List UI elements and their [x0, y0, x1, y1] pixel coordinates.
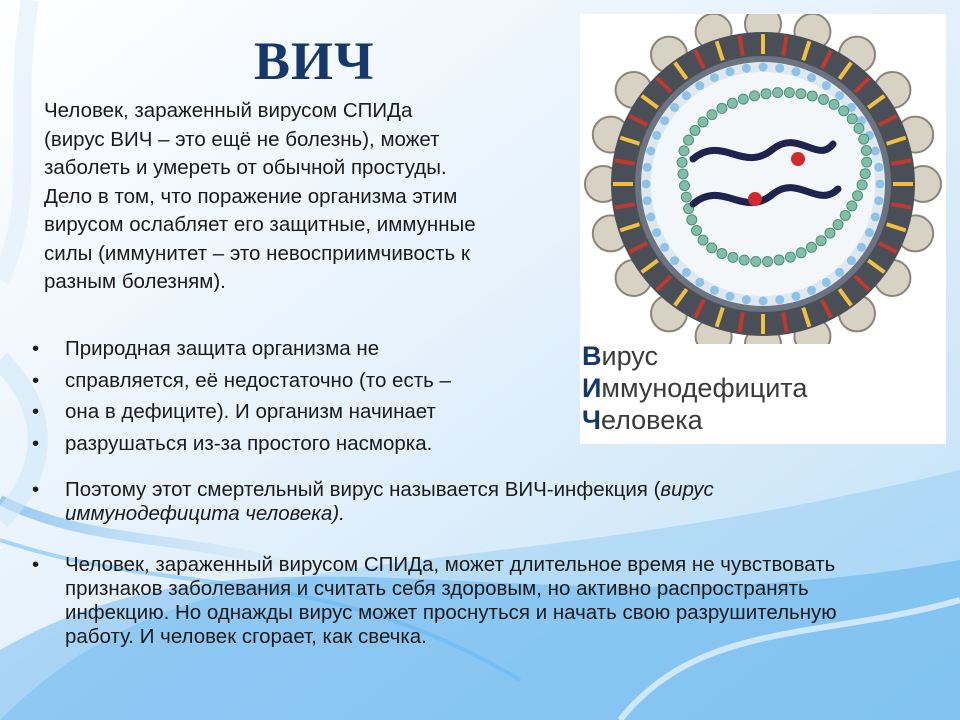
matrix-bead: [822, 278, 831, 287]
capsid-bead: [847, 114, 857, 124]
matrix-bead: [695, 81, 704, 90]
capsid-bead: [678, 169, 688, 179]
capsid-bead: [847, 201, 857, 211]
page-title: ВИЧ: [254, 31, 375, 91]
matrix-bead: [822, 81, 831, 90]
capsid-bead: [679, 146, 689, 156]
capsid-bead: [774, 255, 784, 265]
bullet-text: Поэтому этот смертельный вирус называется ВИЧ-инфекция (: [65, 478, 661, 501]
capsid-bead: [785, 252, 795, 262]
matrix-bead: [660, 116, 669, 125]
matrix-bead: [792, 292, 801, 301]
list-item: • разрушаться из-за простого насморка.: [32, 428, 552, 460]
caption-initial: В: [582, 341, 602, 371]
capsid-bead: [761, 89, 771, 99]
matrix-bead: [857, 243, 866, 252]
capsid-bead: [857, 180, 867, 190]
matrix-bead: [871, 147, 880, 156]
capsid-bead: [738, 94, 748, 104]
matrix-bead: [643, 163, 652, 172]
matrix-bead: [775, 295, 784, 304]
capsid-bead: [854, 123, 864, 133]
list-item: • справляется, её недостаточно (то есть –: [32, 365, 552, 397]
capsid-bead: [859, 134, 869, 144]
list-item: • Природная защита организма не: [32, 333, 552, 365]
matrix-bead: [807, 73, 816, 82]
capsid-bead: [717, 103, 727, 113]
bullet-list-latent-infection: [32, 553, 892, 649]
capsid-bead: [796, 248, 806, 258]
caption-line: [582, 372, 807, 404]
bullet-list-virus-name: [32, 478, 892, 526]
matrix-bead: [876, 180, 885, 189]
matrix-bead: [726, 292, 735, 301]
capsid-bead: [677, 157, 687, 167]
capsid-bead: [728, 252, 738, 262]
matrix-bead: [835, 91, 844, 100]
bullet-list-natural-defense: [32, 333, 552, 459]
capsid-bead: [717, 249, 727, 259]
capsid-bead: [807, 242, 817, 252]
capsid-bead: [773, 88, 783, 98]
matrix-bead: [670, 256, 679, 265]
capsid-bead: [698, 117, 708, 127]
matrix-bead: [871, 213, 880, 222]
caption-initial: Ч: [582, 405, 601, 435]
capsid-bead: [707, 110, 717, 120]
capsid-bead: [829, 99, 839, 109]
matrix-bead: [695, 278, 704, 287]
matrix-bead: [847, 256, 856, 265]
capsid-bead: [784, 88, 794, 98]
capsid-bead: [692, 226, 702, 236]
matrix-bead: [682, 268, 691, 277]
matrix-bead: [670, 103, 679, 112]
caption-rest: ммунодефицита: [601, 373, 808, 403]
capsid-bead: [739, 255, 749, 265]
capsid-bead: [861, 146, 871, 156]
matrix-bead: [646, 147, 655, 156]
caption-rest: еловека: [600, 405, 703, 435]
capsid-bead: [833, 220, 843, 230]
capsid-bead: [750, 91, 760, 101]
list-item: [32, 478, 892, 526]
capsid-bead: [681, 192, 691, 202]
list-item: • она в дефиците). И организм начинает: [32, 396, 552, 428]
caption-line: [582, 340, 807, 372]
capsid-bead: [862, 157, 872, 167]
matrix-bead: [682, 91, 691, 100]
matrix-bead: [874, 196, 883, 205]
matrix-bead: [807, 286, 816, 295]
matrix-bead: [660, 243, 669, 252]
hiv-virus-illustration: [580, 14, 946, 344]
capsid-bead: [819, 95, 829, 105]
capsid-bead: [860, 169, 870, 179]
capsid-bead: [687, 215, 697, 225]
list-item: • Человек, зараженный вирусом СПИДа, может длительное время не чувствовать признаков заболевания и считать себя здоровым, но активно распространять инфекцию. Но однажды вирус может проснуться и начать свою разрушительную работу. И человек сгорает, как свечка.: [32, 553, 892, 649]
matrix-bead: [742, 64, 751, 73]
matrix-bead: [775, 64, 784, 73]
matrix-bead: [835, 268, 844, 277]
caption-rest: ирус: [601, 341, 658, 371]
matrix-bead: [646, 213, 655, 222]
matrix-bead: [792, 67, 801, 76]
capsid-bead: [807, 91, 817, 101]
capsid-bead: [816, 236, 826, 246]
capsid-bead: [825, 228, 835, 238]
capsid-bead: [763, 257, 773, 267]
matrix-bead: [710, 286, 719, 295]
capsid-bead: [727, 98, 737, 108]
capsid-bead: [707, 243, 717, 253]
matrix-bead: [642, 180, 651, 189]
matrix-bead: [759, 63, 768, 72]
capsid-bead: [690, 126, 700, 136]
caption-line: [582, 404, 807, 436]
matrix-bead: [652, 228, 661, 237]
capsid-bead: [840, 211, 850, 221]
caption-initial: И: [582, 373, 602, 403]
matrix-bead: [759, 297, 768, 306]
capsid-bead: [853, 191, 863, 201]
capsid-bead: [839, 106, 849, 116]
matrix-bead: [742, 295, 751, 304]
matrix-bead: [643, 196, 652, 205]
intro-paragraph: Человек, зараженный вирусом СПИДа (вирус ВИЧ – это ещё не болезнь), может заболеть и умереть от обычной простуды. Дело в том, что поражение организма этим вирусом ослабляет его защитные, иммунные силы (иммунитет – это невосприимчивость к разным болезням).: [44, 99, 476, 293]
capsid-bead: [684, 135, 694, 145]
capsid-bead: [796, 89, 806, 99]
matrix-bead: [652, 131, 661, 140]
capsid-bead: [698, 235, 708, 245]
matrix-bead: [710, 73, 719, 82]
matrix-bead: [874, 163, 883, 172]
capsid-bead: [751, 257, 761, 267]
matrix-bead: [726, 67, 735, 76]
matrix-bead: [865, 228, 874, 237]
figure-caption: [582, 340, 807, 436]
bullet-italic-text: вирус иммунодефицита человека).: [65, 478, 714, 525]
capsid-bead: [680, 181, 690, 191]
